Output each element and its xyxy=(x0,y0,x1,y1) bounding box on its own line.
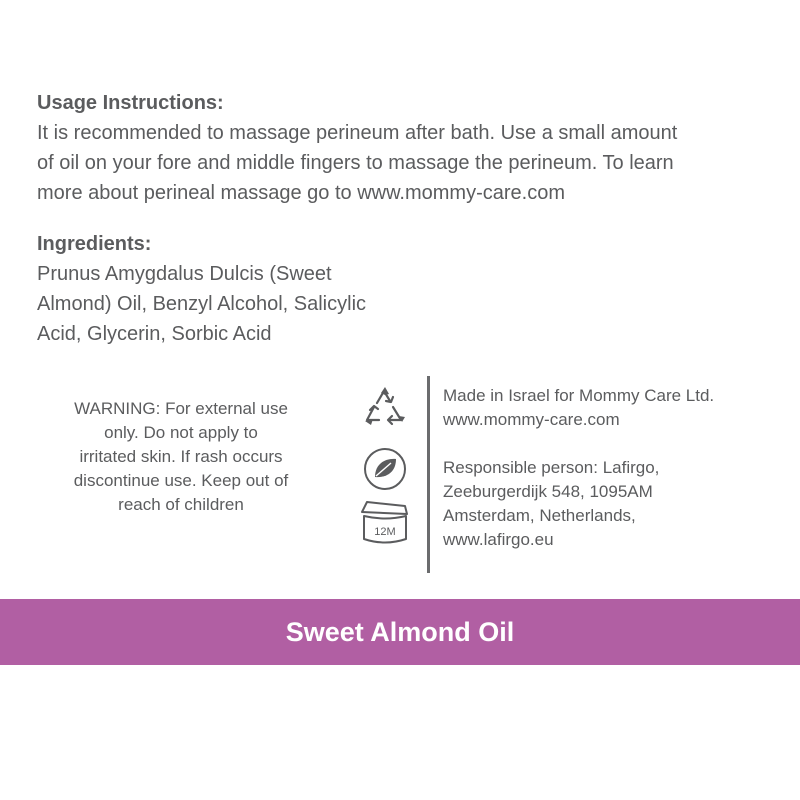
responsible-line: Responsible person: Lafirgo, xyxy=(443,458,660,477)
responsible-line: Amsterdam, Netherlands, xyxy=(443,506,636,525)
responsible-line: Zeeburgerdijk 548, 1095AM xyxy=(443,482,653,501)
usage-line: more about perineal massage go to www.mommy-care.com xyxy=(37,182,565,204)
usage-line: of oil on your fore and middle fingers to massage the perineum. To learn xyxy=(37,152,674,174)
warning-line: only. Do not apply to xyxy=(104,423,258,442)
usage-line: It is recommended to massage perineum after bath. Use a small amount xyxy=(37,122,678,144)
made-in-text: Made in Israel for Mommy Care Ltd. xyxy=(443,386,715,405)
period-after-opening-icon xyxy=(355,498,415,550)
warning-line: discontinue use. Keep out of xyxy=(73,471,289,490)
ingredients-line: Acid, Glycerin, Sorbic Acid xyxy=(37,323,272,345)
ingredients-line: Almond) Oil, Benzyl Alcohol, Salicylic xyxy=(37,293,367,315)
recycle-icon xyxy=(355,383,415,438)
product-title: Sweet Almond Oil xyxy=(285,617,515,647)
warning-line: WARNING: For external use xyxy=(74,399,288,418)
ingredients-section xyxy=(37,229,397,349)
usage-heading: Usage Instructions: xyxy=(37,92,224,114)
ingredients-heading: Ingredients: xyxy=(37,233,152,255)
warning-line: irritated skin. If rash occurs xyxy=(79,447,283,466)
product-band xyxy=(0,599,800,665)
responsible-line: www.lafirgo.eu xyxy=(443,530,554,549)
manufacturer-info xyxy=(443,384,783,552)
ingredients-line: Prunus Amygdalus Dulcis (Sweet xyxy=(37,263,332,285)
pao-label: 12M xyxy=(374,526,396,538)
warning-text xyxy=(50,397,312,517)
warning-line: reach of children xyxy=(118,495,244,514)
vertical-divider xyxy=(427,376,430,573)
usage-instructions xyxy=(37,88,777,208)
maker-website: www.mommy-care.com xyxy=(443,410,620,429)
leaf-icon xyxy=(355,444,415,494)
